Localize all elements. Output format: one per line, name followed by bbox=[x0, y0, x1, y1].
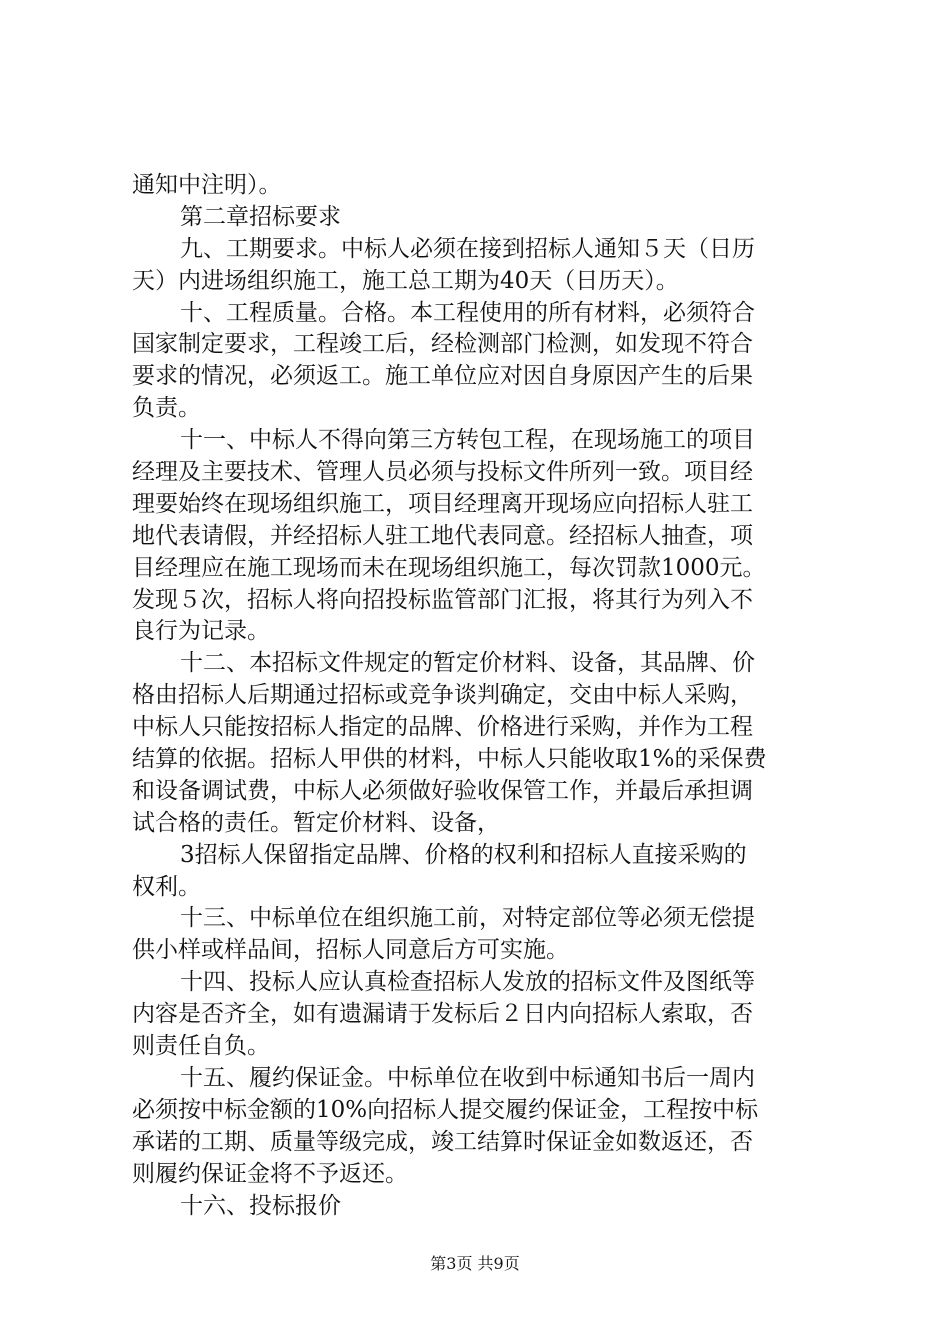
text-line: 理要始终在现场组织施工，项目经理离开现场应向招标人驻工 bbox=[132, 490, 753, 517]
text-line: 十六、投标报价 bbox=[180, 1192, 341, 1219]
text-line: 供小样或样品间，招标人同意后方可实施。 bbox=[132, 937, 569, 964]
text-line: 承诺的工期、质量等级完成，竣工结算时保证金如数返还，否 bbox=[132, 1128, 753, 1155]
text-line: 天）内进场组织施工，施工总工期为40天（日历天）。 bbox=[132, 267, 679, 294]
page-footer bbox=[0, 1254, 950, 1274]
text-line: 中标人只能按招标人指定的品牌、价格进行采购，并作为工程 bbox=[132, 714, 753, 741]
text-line: 权利。 bbox=[132, 873, 201, 900]
text-line: 内容是否齐全，如有遗漏请于发标后２日内向招标人索取，否 bbox=[132, 1001, 753, 1028]
text-line: 国家制定要求，工程竣工后，经检测部门检测，如发现不符合 bbox=[132, 331, 753, 358]
document-body bbox=[132, 170, 832, 1222]
text-line: 则履约保证金将不予返还。 bbox=[132, 1160, 408, 1187]
text-line: 结算的依据。招标人甲供的材料，中标人只能收取1%的采保费 bbox=[132, 746, 767, 773]
page-number: 第3页 共9页 bbox=[430, 1254, 520, 1273]
text-line: 通知中注明）。 bbox=[132, 172, 282, 198]
text-line: 地代表请假，并经招标人驻工地代表同意。经招标人抽查，项 bbox=[132, 522, 753, 549]
text-line: 格由招标人后期通过招标或竞争谈判确定，交由中标人采购， bbox=[132, 682, 753, 709]
text-line: 十、工程质量。合格。本工程使用的所有材料，必须符合 bbox=[180, 299, 755, 326]
text-line: 试合格的责任。暂定价材料、设备， bbox=[132, 809, 500, 836]
text-line: 经理及主要技术、管理人员必须与投标文件所列一致。项目经 bbox=[132, 459, 753, 486]
text-line: 良行为记录。 bbox=[132, 618, 270, 645]
text-line: 和设备调试费，中标人必须做好验收保管工作，并最后承担调 bbox=[132, 777, 753, 804]
text-line: 3招标人保留指定品牌、价格的权利和招标人直接采购的 bbox=[180, 841, 747, 868]
text-line: 则责任自负。 bbox=[132, 1033, 270, 1060]
text-line: 必须按中标金额的10%向招标人提交履约保证金，工程按中标 bbox=[132, 1096, 759, 1123]
text-line: 十一、中标人不得向第三方转包工程，在现场施工的项目 bbox=[180, 427, 755, 454]
text-line: 十四、投标人应认真检查招标人发放的招标文件及图纸等 bbox=[180, 969, 755, 996]
text-line: 要求的情况，必须返工。施工单位应对因自身原因产生的后果 bbox=[132, 363, 753, 390]
text-line: 负责。 bbox=[132, 395, 201, 422]
text-line: 十三、中标单位在组织施工前，对特定部位等必须无偿提 bbox=[180, 905, 755, 932]
text-line: 第二章招标要求 bbox=[180, 203, 341, 230]
text-line: 发现５次，招标人将向招投标监管部门汇报，将其行为列入不 bbox=[132, 586, 753, 613]
text-line: 目经理应在施工现场而未在现场组织施工，每次罚款1000元。 bbox=[132, 554, 766, 581]
text-line: 十二、本招标文件规定的暂定价材料、设备，其品牌、价 bbox=[180, 650, 755, 677]
text-line: 九、工期要求。中标人必须在接到招标人通知５天（日历 bbox=[180, 235, 755, 262]
text-line: 十五、履约保证金。中标单位在收到中标通知书后一周内 bbox=[180, 1064, 755, 1091]
